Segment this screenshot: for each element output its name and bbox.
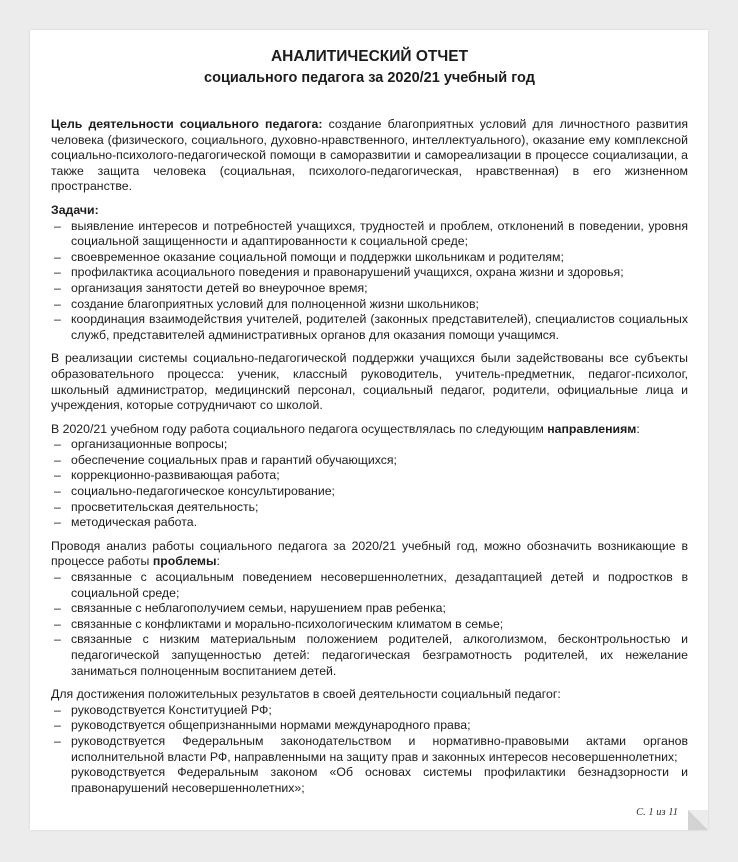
list-item: – руководствуется Конституцией РФ; [51,703,688,719]
goal-label: Цель деятельности социального педагога: [51,117,323,131]
problems-keyword: проблемы [152,554,217,569]
results-list [51,703,688,797]
list-item: – социально-педагогическое консультирование; [51,484,688,500]
document-page [30,30,708,830]
tasks-label: Задачи: [51,202,99,217]
directions-intro: В 2020/21 учебном году работа социального педагога осуществлялась по следующим направлениям: [51,421,640,436]
list-item: – связанные с неблагополучием семьи, нарушением прав ребенка; [51,601,688,617]
document-subtitle: социального педагога за 2020/21 учебный год [204,70,535,86]
list-item-continuation: руководствуется Федеральным законом «Об основах системы профилактики безнадзорности и правонарушений несовершеннолетних»; [71,765,688,795]
list-item: – выявление интересов и потребностей учащихся, трудностей и проблем, отклонений в поведении, уровня социальной защищенности и адаптированности к социальной среде; [51,219,688,250]
goal-text: создание благоприятных условий для личностного развития человека (физического, социального, духовно-нравственного, интеллектуального), оказание ему комплексной социально-психолого-педагогической помощи в саморазвитии и самореализации в процессе социализации, а также защита человека (социальная, психолого-педагогическая, нравственная) в его жизненном пространстве. [51,117,688,194]
list-item: – связанные с асоциальным поведением несовершеннолетних, дезадаптацией детей и подростков в социальной среде; [51,570,688,601]
list-item: – руководствуется Федеральным законодательством и нормативно-правовыми актами органов исполнительной власти РФ, направленными на защиту прав и законных интересов несовершеннолетних; [51,734,688,765]
list-item: – создание благоприятных условий для полноценной жизни школьников; [51,297,688,313]
list-item: – связанные с конфликтами и морально-психологическим климатом в семье; [51,617,688,633]
list-item: – координация взаимодействия учителей, родителей (законных представителей), специалистов социальных служб, представителей административных органов для оказания помощи учащимся. [51,312,688,343]
list-item: – профилактика асоциального поведения и правонарушений учащихся, охрана жизни и здоровья; [51,265,688,281]
list-item: – связанные с низким материальным положением родителей, алкоголизмом, бесконтрольностью и педагогической запущенностью детей: педагогическая безграмотность родителей, их нежелание заниматься полноценным воспитанием детей. [51,632,688,679]
document-title: АНАЛИТИЧЕСКИЙ ОТЧЕТ [270,48,469,65]
problems-list [51,570,688,679]
directions-keyword: направлениям [547,421,637,436]
list-item: – обеспечение социальных прав и гарантий обучающихся; [51,453,688,469]
results-intro: Для достижения положительных результатов в своей деятельности социальный педагог: [51,687,561,702]
page-fold-corner [688,810,708,830]
subjects-paragraph: В реализации системы социально-педагогической поддержки учащихся были задействованы все субъекты образовательного процесса: ученик, классный руководитель, учитель-предметник, педагог-психолог, школьный администратор, медицинский персонал, социальный педагог, родители, официальные лица и учреждения, которые сотрудничают со школой. [51,351,688,413]
problems-intro: Проводя анализ работы социального педагога за 2020/21 учебный год, можно обозначить возникающие в процессе работы проблемы: [51,538,688,569]
page-number: С. 1 из 11 [636,807,678,818]
goal-paragraph [51,117,688,195]
list-item: – коррекционно-развивающая работа; [51,468,688,484]
list-item: – своевременное оказание социальной помощи и поддержки школьникам и родителям; [51,250,688,266]
list-item: – организация занятости детей во внеурочное время; [51,281,688,297]
tasks-list [51,219,688,344]
document-content [51,46,688,796]
list-item: – руководствуется общепризнанными нормами международного права; [51,718,688,734]
list-item: – методическая работа. [51,515,688,531]
list-item: – организационные вопросы; [51,437,688,453]
list-item: – просветительская деятельность; [51,500,688,516]
directions-list [51,437,688,531]
